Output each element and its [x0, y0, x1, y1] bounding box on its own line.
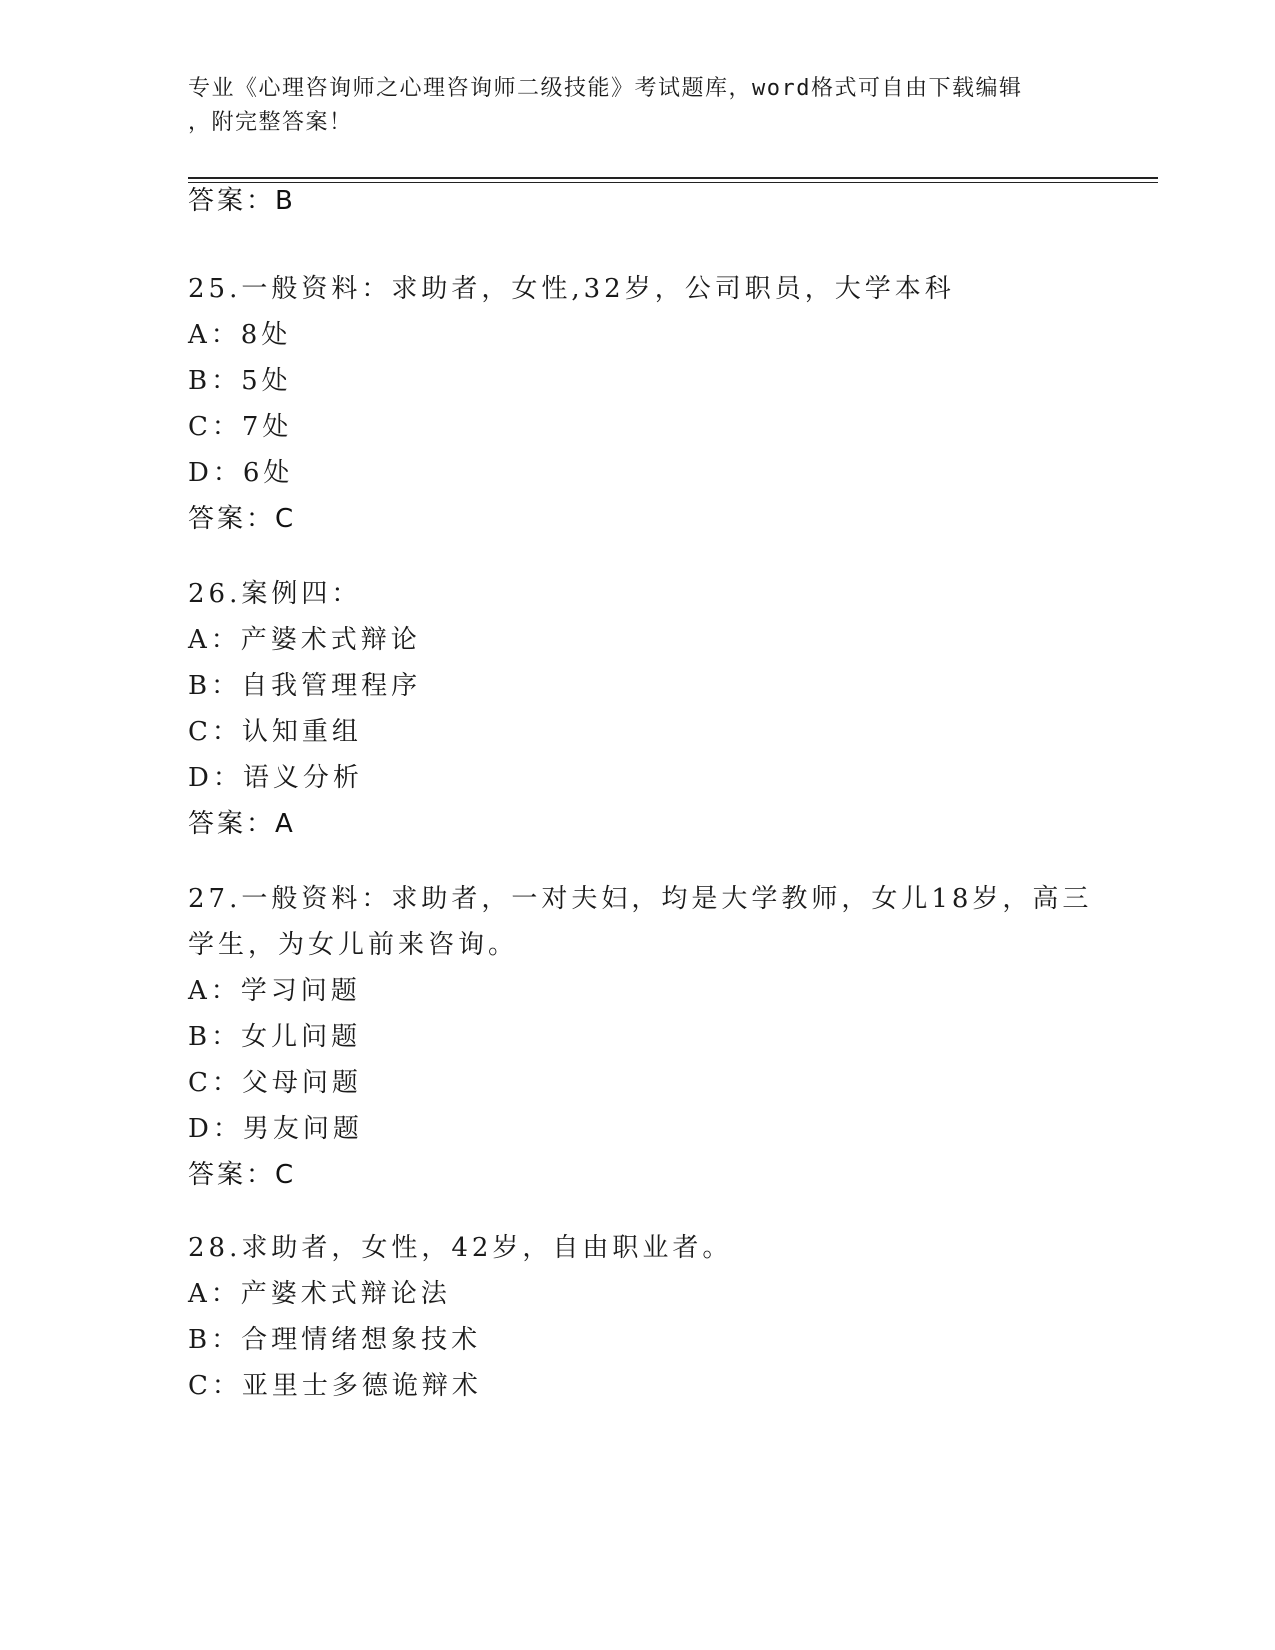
option-c: C：认知重组	[188, 717, 362, 747]
option-c: C：7处	[188, 412, 293, 442]
option-d: D：男友问题	[188, 1114, 363, 1144]
question-stem: 26.案例四：	[188, 579, 362, 609]
answer-line: 答案：B	[188, 186, 296, 216]
option-c: C：亚里士多德诡辩术	[188, 1371, 482, 1401]
answer-line: 答案：C	[188, 504, 297, 534]
option-a: A：产婆术式辩论法	[188, 1279, 451, 1309]
question-26	[188, 571, 1088, 847]
answer-line: 答案：C	[188, 1160, 297, 1190]
question-stem-line-1: 27.一般资料：求助者，一对夫妇，均是大学教师，女儿18岁，高三	[188, 884, 1093, 914]
option-b: B：自我管理程序	[188, 671, 422, 701]
option-d: D：语义分析	[188, 763, 363, 793]
previous-answer-block	[188, 178, 1088, 224]
option-a: A：学习问题	[188, 976, 361, 1006]
option-a: A：产婆术式辩论	[188, 625, 421, 655]
option-d: D：6处	[188, 458, 294, 488]
option-c: C：父母问题	[188, 1068, 362, 1098]
question-27	[188, 876, 1093, 1198]
option-b: B：合理情绪想象技术	[188, 1325, 482, 1355]
document-header	[188, 72, 1068, 140]
header-title: 专业《心理咨询师之心理咨询师二级技能》考试题库，word格式可自由下载编辑	[188, 76, 1023, 101]
question-stem-line-2: 学生，为女儿前来咨询。	[188, 930, 519, 960]
option-b: B：女儿问题	[188, 1022, 362, 1052]
question-25	[188, 266, 1088, 542]
question-stem: 25.一般资料：求助者，女性,32岁，公司职员，大学本科	[188, 274, 955, 304]
question-28	[188, 1225, 1088, 1409]
option-a: A：8处	[188, 320, 292, 350]
header-subtitle: ，附完整答案！	[188, 110, 353, 135]
question-stem: 28.求助者，女性，42岁，自由职业者。	[188, 1233, 733, 1263]
option-b: B：5处	[188, 366, 292, 396]
answer-line: 答案：A	[188, 809, 296, 839]
